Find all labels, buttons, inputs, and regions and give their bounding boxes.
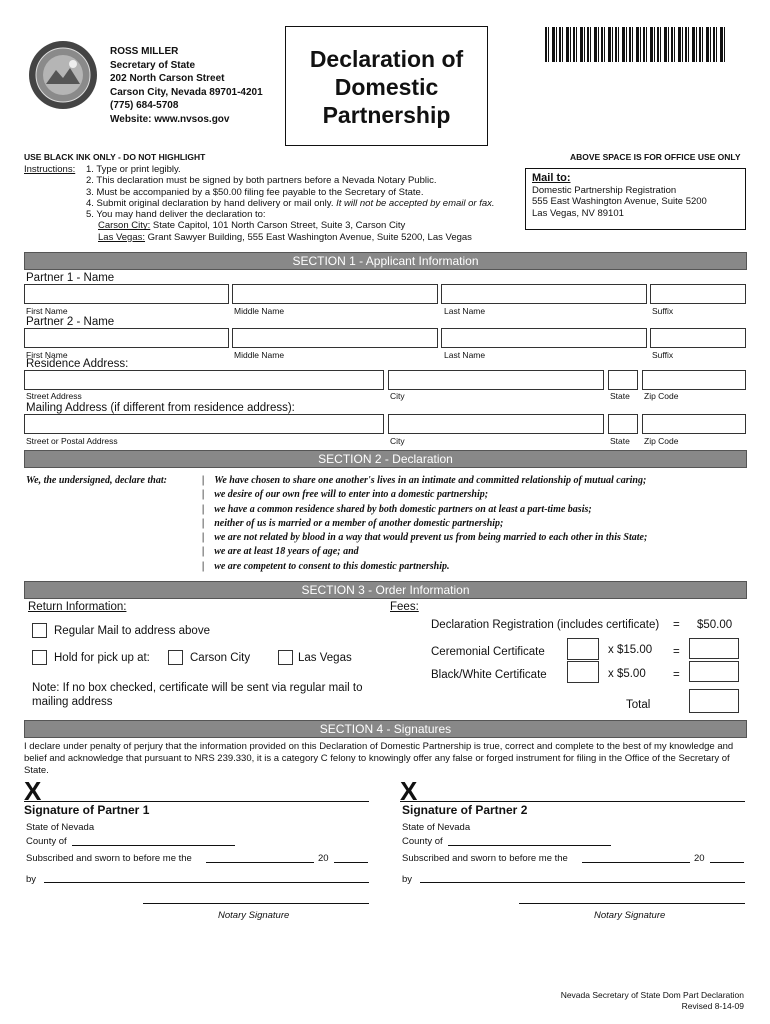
partner-1-signature-label: Signature of Partner 1 — [24, 803, 150, 817]
declaration-lead: We, the undersigned, declare that: — [26, 475, 167, 486]
residence-heading: Residence Address: — [26, 358, 129, 370]
declaration-statement: we are at least 18 years of age; and — [214, 546, 359, 558]
notary-label-1: Notary Signature — [218, 910, 290, 921]
regular-mail-checkbox[interactable] — [32, 623, 47, 638]
bw-price: x $5.00 — [608, 668, 646, 680]
instruction-4-note: It will not be accepted by email or fax. — [336, 197, 495, 209]
county-input-1[interactable] — [72, 845, 235, 846]
regular-mail-label: Regular Mail to address above — [54, 625, 210, 637]
first-name-label: First Name — [26, 306, 68, 316]
year-label-2: 20 — [694, 853, 705, 864]
las-vegas-label: Las Vegas — [298, 652, 352, 664]
office-website: Website: www.nvsos.gov — [110, 113, 230, 125]
state-of-nevada-1: State of Nevada — [26, 822, 95, 833]
partner-1-signature-line[interactable] — [24, 801, 369, 802]
mail-to-line-1: Domestic Partnership Registration — [532, 184, 677, 196]
mailing-street-input[interactable] — [24, 414, 384, 434]
declaration-statement: we are competent to consent to this domestic partnership. — [214, 560, 450, 572]
partner-1-middle-name[interactable] — [232, 284, 438, 304]
mail-to-line-3: Las Vegas, NV 89101 — [532, 207, 624, 219]
partner-2-middle-name[interactable] — [232, 328, 438, 348]
last-name-label: Last Name — [444, 350, 486, 360]
x-mark-1: X — [24, 776, 42, 806]
declaration-statement: we desire of our own free will to enter into a domestic partnership; — [214, 489, 489, 501]
mailing-city-input[interactable] — [388, 414, 604, 434]
notary-signature-line-2[interactable] — [519, 903, 745, 904]
state-label: State — [610, 391, 630, 401]
partner-1-last-name[interactable] — [441, 284, 647, 304]
hold-pickup-label: Hold for pick up at: — [54, 652, 150, 664]
vegas-address: Grant Sawyer Building, 555 East Washington Avenue, Suite 5200, Las Vegas — [147, 231, 472, 243]
instruction-3: 3. Must be accompanied by a $50.00 filing fee payable to the Secretary of State. — [86, 186, 424, 198]
instruction-1: 1. Type or print legibly. — [86, 164, 181, 175]
bw-quantity-input[interactable] — [567, 661, 599, 683]
by-label-2: by — [402, 874, 413, 885]
section-3-header: SECTION 3 - Order Information — [24, 581, 747, 599]
notary-signature-line-1[interactable] — [143, 903, 369, 904]
partner-2-suffix[interactable] — [650, 328, 746, 348]
residence-state-input[interactable] — [608, 370, 638, 390]
by-label-1: by — [26, 874, 37, 885]
instruction-2: 2. This declaration must be signed by both partners before a Nevada Notary Public. — [86, 175, 437, 187]
footer-revision: Revised 8-14-09 — [681, 1000, 744, 1011]
partner-1-first-name[interactable] — [24, 284, 229, 304]
partner-2-signature-label: Signature of Partner 2 — [402, 803, 528, 817]
year-input-1[interactable] — [334, 862, 368, 863]
carson-address: State Capitol, 101 North Carson Street, Suite 3, Carson City — [152, 220, 406, 232]
declaration-fee-label: Declaration Registration (includes certificate) — [431, 619, 660, 631]
hold-pickup-checkbox[interactable] — [32, 650, 47, 665]
partner-1-suffix[interactable] — [650, 284, 746, 304]
residence-street-input[interactable] — [24, 370, 384, 390]
by-input-2[interactable] — [420, 882, 745, 883]
footer-form-name: Nevada Secretary of State Dom Part Declaration — [560, 990, 744, 1000]
office-phone: (775) 684-5708 — [110, 100, 179, 111]
last-name-label: Last Name — [444, 306, 486, 316]
vegas-label: Las Vegas: — [98, 231, 146, 243]
city-label: City — [390, 436, 405, 446]
partner-1-heading: Partner 1 - Name — [26, 272, 115, 284]
suffix-label: Suffix — [652, 306, 674, 316]
total-input[interactable] — [689, 689, 739, 713]
partner-2-last-name[interactable] — [441, 328, 647, 348]
mailing-heading: Mailing Address (if different from residence address): — [26, 402, 295, 414]
street-postal-label: Street or Postal Address — [26, 436, 118, 446]
office-title: Secretary of State — [110, 59, 196, 71]
bw-equals: = — [673, 669, 680, 681]
year-label-1: 20 — [318, 853, 329, 864]
zip-label: Zip Code — [644, 391, 679, 401]
state-seal-icon — [28, 40, 98, 110]
suffix-label: Suffix — [652, 350, 674, 360]
county-label-1: County of — [26, 836, 67, 847]
mailing-state-input[interactable] — [608, 414, 638, 434]
section-2-header: SECTION 2 - Declaration — [24, 450, 747, 468]
declaration-fee-equals: = — [673, 619, 680, 631]
instructions-label: Instructions: — [24, 164, 76, 175]
section-4-header: SECTION 4 - Signatures — [24, 720, 747, 738]
first-name-label: First Name — [26, 350, 68, 360]
mail-to-title: Mail to: — [532, 172, 571, 184]
instruction-5: 5. You may hand deliver the declaration to: — [86, 209, 266, 221]
declaration-fee-amount: $50.00 — [697, 619, 733, 631]
office-use-notice: ABOVE SPACE IS FOR OFFICE USE ONLY — [570, 152, 741, 162]
declaration-statement: We have chosen to share one another's lives in an intimate and committed relationship of mutual caring; — [214, 475, 647, 486]
ceremonial-quantity-input[interactable] — [567, 638, 599, 660]
declaration-statement: we have a common residence shared by both domestic partners on at least a part-time basis; — [214, 503, 592, 515]
carson-city-checkbox[interactable] — [168, 650, 183, 665]
officer-name: ROSS MILLER — [110, 46, 179, 57]
county-input-2[interactable] — [448, 845, 611, 846]
mail-to-box — [525, 168, 746, 230]
ink-notice: USE BLACK INK ONLY - DO NOT HIGHLIGHT — [24, 152, 206, 162]
barcode — [545, 27, 725, 62]
mailing-zip-input[interactable] — [642, 414, 746, 434]
middle-name-label: Middle Name — [234, 306, 285, 316]
instruction-4: 4. Submit original declaration by hand delivery or mail only. — [86, 197, 334, 209]
mail-to-line-2: 555 East Washington Avenue, Suite 5200 — [532, 196, 707, 207]
return-info-heading: Return Information: — [28, 601, 127, 613]
x-mark-2: X — [400, 776, 418, 806]
sworn-date-input-2[interactable] — [582, 862, 690, 863]
ceremonial-price: x $15.00 — [608, 644, 653, 656]
total-label: Total — [626, 699, 651, 711]
ceremonial-equals: = — [673, 646, 680, 658]
by-input-1[interactable] — [44, 882, 369, 883]
sworn-date-input-1[interactable] — [206, 862, 314, 863]
state-label: State — [610, 436, 630, 446]
ceremonial-total-input[interactable] — [689, 638, 739, 659]
office-address-1: 202 North Carson Street — [110, 73, 225, 84]
title-line-2: Domestic — [334, 74, 439, 100]
residence-zip-input[interactable] — [642, 370, 746, 390]
title-box — [285, 26, 488, 146]
ceremonial-label: Ceremonial Certificate — [431, 646, 545, 658]
carson-city-label: Carson City — [190, 652, 251, 664]
declaration-statement: neither of us is married or a member of another domestic partnership; — [214, 517, 504, 529]
bw-total-input[interactable] — [689, 661, 739, 682]
street-label: Street Address — [26, 391, 82, 401]
fees-heading: Fees: — [390, 601, 419, 613]
carson-label: Carson City: — [98, 220, 151, 232]
county-label-2: County of — [402, 836, 443, 847]
notary-label-2: Notary Signature — [594, 910, 666, 921]
title-line-1: Declaration of — [309, 46, 464, 72]
declaration-statement: we are not related by blood in a way that would prevent us from being married to each other in this State; — [214, 532, 648, 544]
title-line-3: Partnership — [322, 102, 451, 128]
partner-2-signature-line[interactable] — [400, 801, 745, 802]
sworn-label-2: Subscribed and sworn to before me the — [402, 853, 568, 864]
partner-2-heading: Partner 2 - Name — [26, 316, 115, 328]
zip-label: Zip Code — [644, 436, 679, 446]
middle-name-label: Middle Name — [234, 350, 285, 360]
city-label: City — [390, 391, 405, 401]
residence-city-input[interactable] — [388, 370, 604, 390]
las-vegas-checkbox[interactable] — [278, 650, 293, 665]
sworn-label-1: Subscribed and sworn to before me the — [26, 853, 192, 864]
bw-label: Black/White Certificate — [431, 669, 547, 681]
office-address-2: Carson City, Nevada 89701-4201 — [110, 86, 263, 98]
return-note: Note: If no box checked, certificate will be sent via regular mail to mailing address — [32, 682, 363, 708]
section-1-header: SECTION 1 - Applicant Information — [24, 252, 747, 270]
perjury-statement: I declare under penalty of perjury that the information provided on this Declaration of Domestic Partnership is true, correct and complete to the best of my knowledge and belief and acknowledge that pursuant to NRS 239.330, it is a category C felony to knowingly offer any false or forged instrument for filing in the Office of the Secretary of State. — [24, 741, 734, 776]
partner-2-first-name[interactable] — [24, 328, 229, 348]
year-input-2[interactable] — [710, 862, 744, 863]
state-of-nevada-2: State of Nevada — [402, 822, 471, 833]
